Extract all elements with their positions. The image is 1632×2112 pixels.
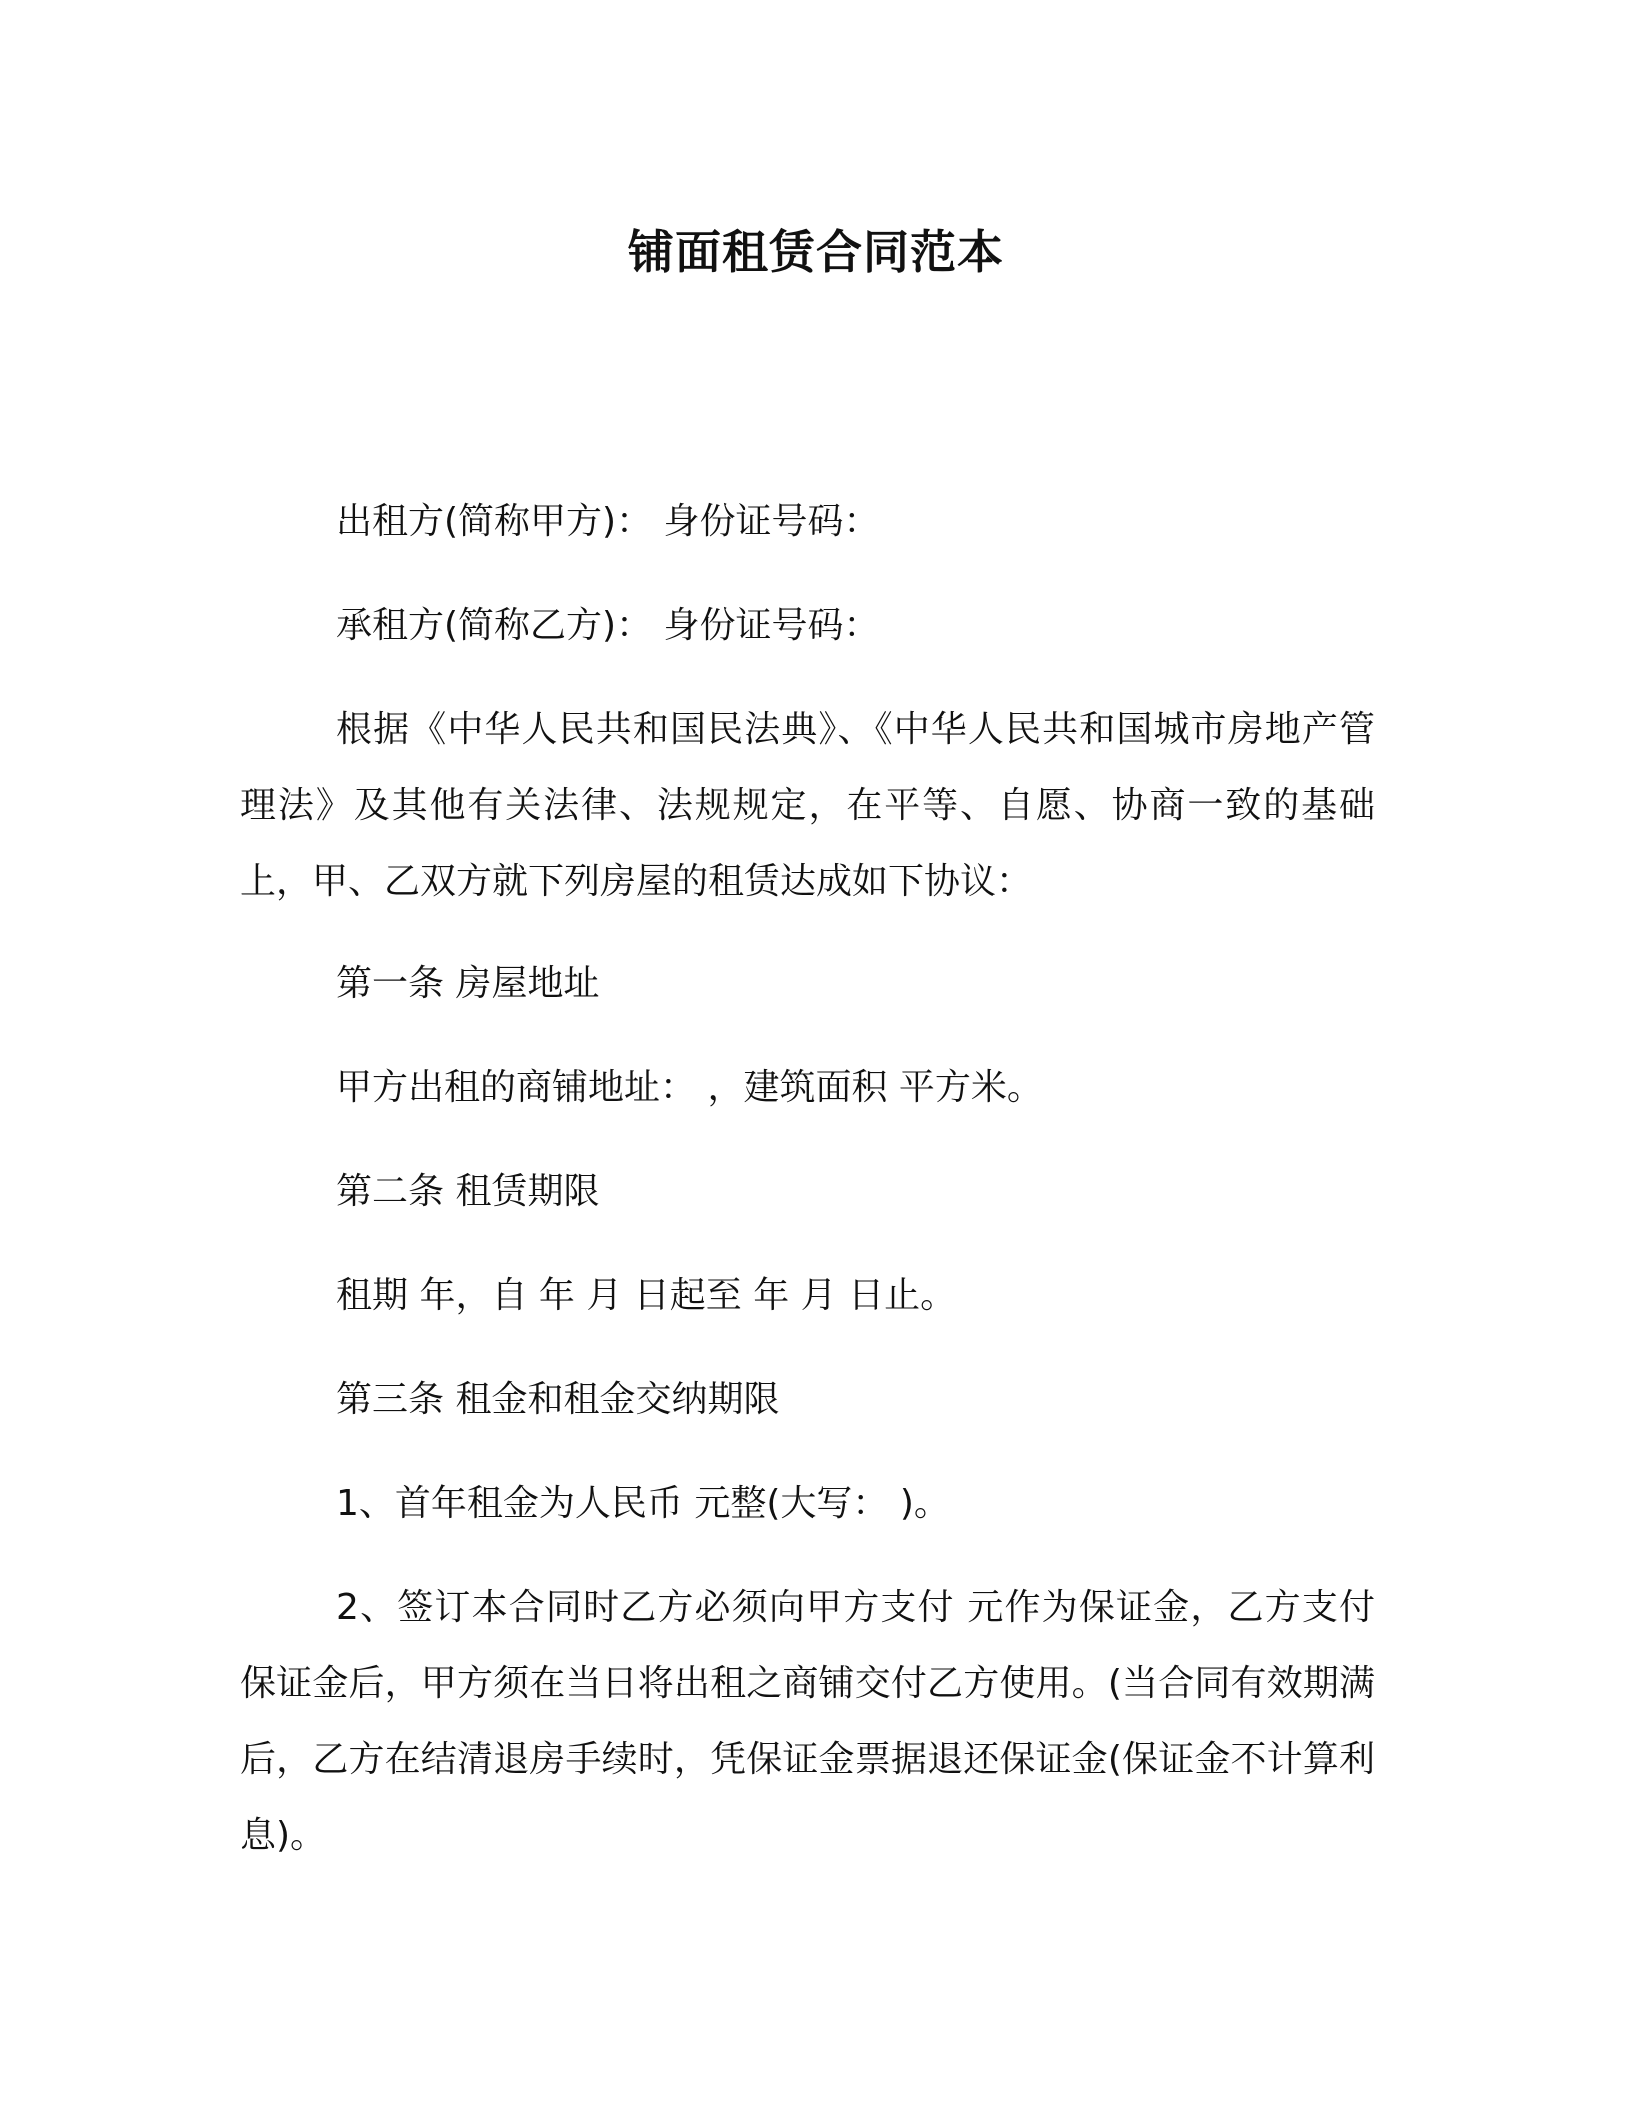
article-3-item-2: 2、签订本合同时乙方必须向甲方支付 元作为保证金，乙方支付保证金后，甲方须在当日将出租之商铺交付乙方使用。(当合同有效期满后，乙方在结清退房手续时，凭保证金票据退还保证金(保证金不计算利息)。 xyxy=(240,1587,1375,1856)
article-2-content: 租期 年，自 年 月 日起至 年 月 日止。 xyxy=(336,1275,957,1316)
preamble-paragraph: 根据《中华人民共和国民法典》、《中华人民共和国城市房地产管理法》及其他有关法律、法规规定，在平等、自愿、协商一致的基础上，甲、乙双方就下列房屋的租赁达成如下协议： xyxy=(240,709,1375,902)
lessee-line: 承租方(简称乙方)： 身份证号码： xyxy=(336,605,880,646)
article-3-item-1: 1、首年租金为人民币 元整(大写： )。 xyxy=(336,1483,950,1524)
lessor-line: 出租方(简称甲方)： 身份证号码： xyxy=(336,501,880,542)
article-1-content: 甲方出租的商铺地址： ，建筑面积 平方米。 xyxy=(336,1067,1043,1108)
article-1-heading: 第一条 房屋地址 xyxy=(336,963,600,1004)
article-2-heading: 第二条 租赁期限 xyxy=(336,1171,600,1212)
document-title: 铺面租赁合同范本 xyxy=(628,225,1004,279)
article-3-heading: 第三条 租金和租金交纳期限 xyxy=(336,1379,780,1420)
